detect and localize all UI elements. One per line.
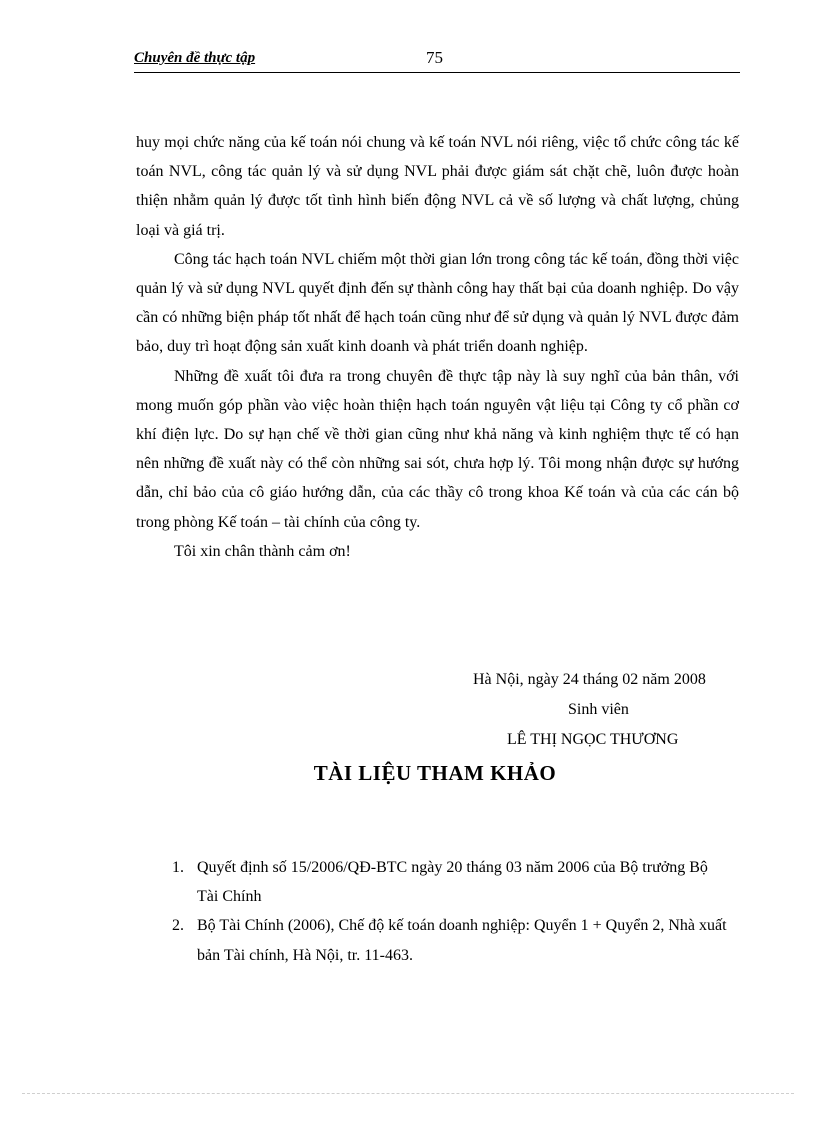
- reference-item: [172, 853, 732, 911]
- signature-name: LÊ THỊ NGỌC THƯƠNG: [507, 731, 679, 748]
- header-title: Chuyên đề thực tập: [134, 50, 256, 66]
- reference-item: [172, 911, 732, 969]
- footer-divider: [22, 1093, 794, 1094]
- paragraph: Những đề xuất tôi đưa ra trong chuyên đề thực tập này là suy nghĩ của bản thân, với mong muốn góp phần vào việc hoàn thiện hạch toán nguyên vật liệu tại Công ty cổ phần cơ khí điện lực. Do sự hạn chế về thời gian cũng như khả năng và kinh nghiệm thực tế có hạn nên những đề xuất này có thể còn những sai sót, chưa hợp lý. Tôi mong nhận được sự hướng dẫn, chỉ bảo của cô giáo hướng dẫn, của các thầy cô trong khoa Kế toán và của các cán bộ trong phòng Kế toán – tài chính của công ty.: [136, 367, 739, 531]
- signature-date: Hà Nội, ngày 24 tháng 02 năm 2008: [473, 671, 706, 688]
- paragraph: Công tác hạch toán NVL chiếm một thời gian lớn trong công tác kế toán, đồng thời việc quản lý và sử dụng NVL quyết định đến sự thành công hay thất bại của doanh nghiệp. Do vậy cần có những biện pháp tốt nhất để hạch toán cũng như để sử dụng và quản lý NVL được đảm bảo, duy trì hoạt động sản xuất kinh doanh và phát triển doanh nghiệp.: [136, 250, 739, 356]
- reference-number: 1.: [172, 859, 184, 876]
- page-header: [134, 48, 740, 73]
- reference-number: 2.: [172, 917, 184, 935]
- references-list: [172, 853, 732, 970]
- closing-thanks: Tôi xin chân thành cảm ơn!: [174, 542, 351, 560]
- paragraph: huy mọi chức năng của kế toán nói chung và kế toán NVL nói riêng, việc tổ chức công tác kế toán NVL, công tác quản lý và sử dụng NVL phải được giám sát chặt chẽ, luôn được hoàn thiện nhằm quản lý được tốt tình hình biến động NVL cả về số lượng và chất lượng, chủng loại và giá trị.: [136, 134, 739, 239]
- body-text: [136, 128, 739, 566]
- signature-role: Sinh viên: [568, 701, 629, 718]
- page-number: 75: [426, 48, 443, 67]
- reference-text: Bộ Tài Chính (2006), Chế độ kế toán doanh nghiệp: Quyển 1 + Quyển 2, Nhà xuất bản Tài chính, Hà Nội, tr. 11-463.: [197, 917, 727, 964]
- reference-text: Quyết định số 15/2006/QĐ-BTC ngày 20 tháng 03 năm 2006 của Bộ trưởng Bộ Tài Chính: [197, 859, 708, 906]
- references-title: TÀI LIỆU THAM KHẢO: [313, 761, 557, 785]
